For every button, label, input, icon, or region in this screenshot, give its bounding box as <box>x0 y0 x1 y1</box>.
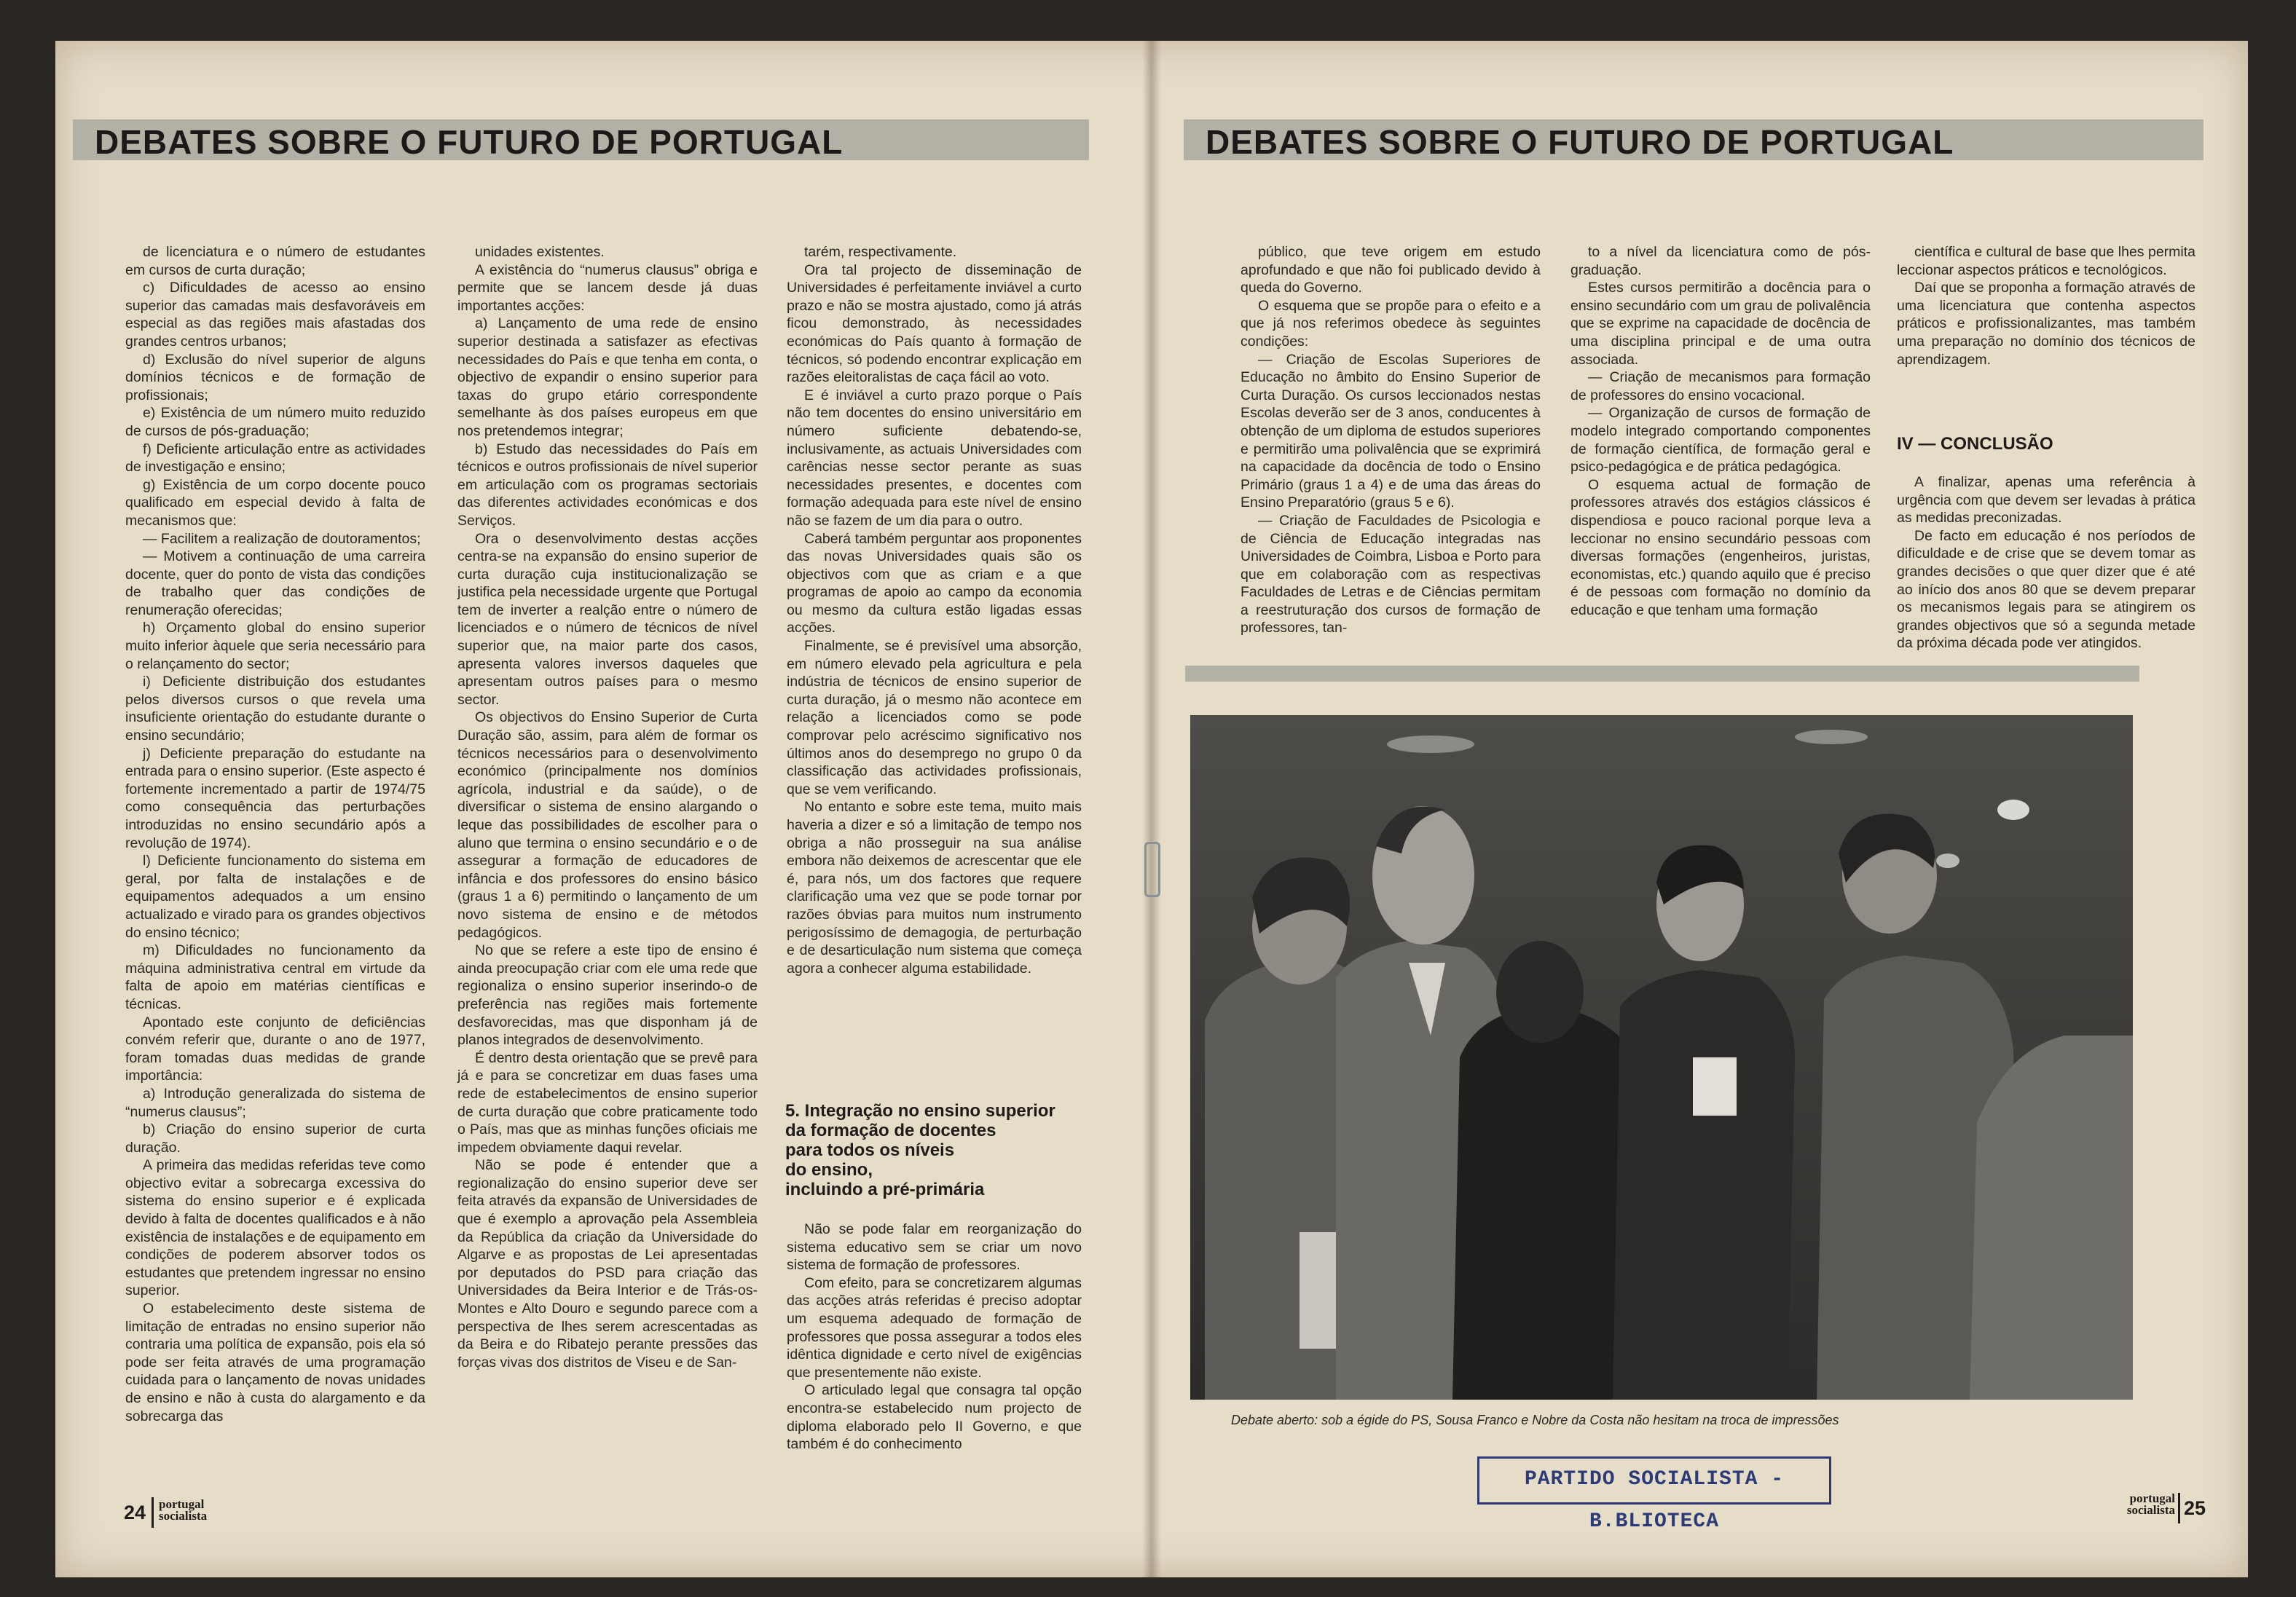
staple <box>1144 842 1160 897</box>
section-banner-title: DEBATES SOBRE O FUTURO DE PORTUGAL <box>95 123 844 161</box>
paragraph: A existência do “numerus clausus” obriga e permite que se lancem desde já duas importantes acções: <box>457 261 758 314</box>
left-col-2 <box>457 243 758 1371</box>
photo-illustration <box>1190 715 2133 1400</box>
paragraph: a) Introdução generalizada do sistema de “numerus clausus”; <box>125 1085 425 1120</box>
paragraph: Com efeito, para se concretizarem algumas das acções atrás referidas é preciso adoptar um esquema adequado de formação de professores que possa assegurar a todos eles idêntica dignidade e certo nível de exigências que presentemente não existe. <box>787 1274 1082 1381</box>
section-banner-right <box>1184 119 2203 160</box>
photo-top-rule <box>1185 666 2139 682</box>
paragraph: l) Deficiente funcionamento do sistema em geral, por falta de instalações e de equipamentos adequados a um ensino actualizado e virado para os grandes objectivos do ensino técnico; <box>125 853 425 941</box>
paragraph: O esquema que se propõe para o efeito e a que já nos referimos obedece às seguintes condições: <box>1241 297 1541 350</box>
paragraph: — Criação de Escolas Superiores de Educação no âmbito do Ensino Superior de Curta Duração. Os cursos leccionados nestas Escolas deverão ser de 3 anos, conducentes à obtenção de um diploma de estudos superiores e permitirão uma polivalência que se exprimirá na capacidade da docência de todo o Ensino Primário (graus 1 a 4) e de uma das áreas do Ensino Preparatório (graus 5 e 6). <box>1241 351 1541 511</box>
paragraph: científica e cultural de base que lhes permita leccionar aspectos práticos e tecnológicos. <box>1897 244 2195 278</box>
paragraph: público, que teve origem em estudo aprofundado e que não foi publicado devido à queda do Governo. <box>1241 244 1541 296</box>
photo-caption: Debate aberto: sob a égide do PS, Sousa Franco e Nobre da Costa não hesitam na troca de impressões <box>1231 1413 1839 1427</box>
paragraph: O esquema actual de formação de professores através dos estágios clássicos é dispendiosa e pouco racional porque leva a leccionar no ensino secundário pessoas com diversas formações (engenheiros, juristas, economistas, etc.) quando aquilo que é preciso é de pessoas com formação no domínio da educação e que tenham uma formação <box>1570 476 1871 618</box>
page-number-left: 24 <box>124 1502 146 1523</box>
paragraph: O estabelecimento deste sistema de limitação de entradas no ensino superior não contraria uma política de expansão, pois ela só pode ser feita através de uma programação cuidada para o lançamento de novas unidades de ensino e não à custa do alargamento e da sobrecarga das <box>125 1301 425 1424</box>
paragraph: unidades existentes. <box>475 244 605 260</box>
right-col-1 <box>1241 243 1541 637</box>
right-col-2 <box>1570 243 1871 619</box>
paragraph: Finalmente, se é previsível uma absorção, em número elevado pela agricultura e pela indústria de técnicos de ensino superior de curta duração, já o mesmo não acontece em relação a licenciados como se pode comprovar pelo acréscimo significativo nos últimos anos do desemprego no grupo 0 da classificação das actividades profissionais, que se vem verificando. <box>787 638 1082 797</box>
paragraph: A primeira das medidas referidas teve como objectivo evitar a sobrecarga excessiva do sistema do ensino superior e é explicada devido à falta de docentes qualificados e à não existência de instalações e de equipamento em condições de poderem absorver todos os estudantes que pretendem ingressar no ensino superior. <box>125 1157 425 1299</box>
paragraph: A finalizar, apenas uma referência à urgência com que devem ser levadas à prática as medidas preconizadas. <box>1897 474 2195 527</box>
paragraph: Ora tal projecto de disseminação de Universidades é perfeitamente inviável a curto prazo e não se mostra ajustado, como já atrás ficou demonstrado, às necessidades económicas do País quanto à formação de técnicos, só podendo encontrar explicação em razões eleitoralistas de caça fácil ao voto. <box>787 261 1082 386</box>
paragraph: De facto em educação é nos períodos de dificuldade e de crise que se devem tomar as grandes decisões o que quer dizer que é até ao início dos anos 80 que se devem preparar os mecanismos legais para se atingirem os grandes objectivos que só a segunda metade da próxima década pode ver atingidos. <box>1897 527 2195 652</box>
paragraph: — Criação de mecanismos para formação de professores do ensino vocacional. <box>1570 369 1871 403</box>
left-col-1 <box>125 243 425 1425</box>
paragraph: É dentro desta orientação que se prevê para já e para se concretizar em duas fases uma rede de estabelecimentos de ensino superior de curta duração que cobre praticamente todo o País, mas que as minhas funções oficiais me impedem obviamente daqui revelar. <box>457 1049 758 1156</box>
paragraph: i) Deficiente distribuição dos estudantes pelos diversos cursos o que revela uma insuficiente orientação do estudante durante o ensino secundário; <box>125 674 425 744</box>
page-number-right: 25 <box>2184 1497 2206 1519</box>
paragraph: — Criação de Faculdades de Psicologia e de Ciência de Educação integradas nas Universidades de Coimbra, Lisboa e Porto para que em colaboração com as respectivas Faculdades de Letras e de Ciências permitam a reestruturação dos cursos de formação de professores, tan- <box>1241 512 1541 636</box>
debate-photograph <box>1190 715 2133 1400</box>
right-col-3-bottom <box>1897 473 2195 652</box>
page-number-divider <box>152 1497 154 1528</box>
section-heading-conclusion: IV — CONCLUSÃO <box>1897 434 2053 454</box>
page-gutter <box>1142 41 1161 1577</box>
paragraph: e) Existência de um número muito reduzido de cursos de pós-graduação; <box>125 405 425 439</box>
paragraph: j) Deficiente preparação do estudante na entrada para o ensino superior. (Este aspecto é fortemente incrementado a partir de 1974/75 como consequência das perturbações introduzidas no ensino secundário após a revolução de 1974). <box>125 745 425 851</box>
paragraph: h) Orçamento global do ensino superior muito inferior àquele que seria necessário para o relançamento do sector; <box>125 620 425 672</box>
paragraph: Estes cursos permitirão a docência para o ensino secundário com um grau de polivalência que se exprime na capacidade de docência de uma disciplina principal e de uma outra associada. <box>1570 280 1871 368</box>
paragraph: m) Dificuldades no funcionamento da máquina administrativa central em virtude da falta de apoio em matérias científicas e técnicas. <box>125 942 425 1012</box>
paragraph: No que se refere a este tipo de ensino é ainda preocupação criar com ele uma rede que regionaliza o ensino superior inserindo-o de preferência nas regiões mais fortemente desfavorecidas, mas que disponham já de planos integrados de desenvolvimento. <box>457 942 758 1049</box>
paragraph: Não se pode é entender que a regionalização do ensino superior deve ser feita através da expansão de Universidades de que é exemplo a aprovação pela Assembleia da República da criação da Universidade do Algarve e as propostas de Lei apresentadas por deputados do PSD para criação das Universidades da Beira Interior e de Trás-os-Montes e Alto Douro e segundo parece com a perspectiva de lhes serem acrescentadas as da Beira e do Ribatejo perante pressões das forças vivas dos distritos de Viseu e de San- <box>457 1157 758 1371</box>
paragraph: Daí que se proponha a formação através de uma licenciatura que contenha aspectos práticos e profissionalizantes, mas também uma preparação no domínio dos técnicos de aprendizagem. <box>1897 280 2195 368</box>
paragraph: f) Deficiente articulação entre as actividades de investigação e ensino; <box>125 441 425 476</box>
paragraph: E é inviável a curto prazo porque o País não tem docentes do ensino universitário em número suficiente debatendo-se, inclusivamente, as actuais Universidades com carências nesse sector perante as suas necessidades presentes, e docentes com formação adequada para este nível de ensino não se fazem de um dia para o outro. <box>787 387 1082 529</box>
paragraph: — Organização de cursos de formação de modelo integrado comportando componentes de formação científica, de formação geral e psico-pedagógica e de prática pedagógica. <box>1570 405 1871 476</box>
paragraph: b) Criação do ensino superior de curta duração. <box>125 1121 425 1156</box>
paragraph: de licenciatura e o número de estudantes em cursos de curta duração; <box>125 244 425 278</box>
paragraph: O articulado legal que consagra tal opção encontra-se estabelecido num projecto de diploma elaborado pelo II Governo, e que também é do conhecimento <box>787 1382 1082 1453</box>
paragraph: a) Lançamento de uma rede de ensino superior destinada a satisfazer as efectivas necessidades do País e que tenha em conta, o objectivo de expandir o ensino superior para taxas do grupo etário correspondente semelhante às dos países europeus em que nos pretendemos integrar; <box>457 315 758 439</box>
magazine-logo-left <box>159 1499 207 1522</box>
section-banner-left <box>73 119 1089 160</box>
paragraph: No entanto e sobre este tema, muito mais haveria a dizer e só a limitação de tempo nos obriga a não prosseguir na sua análise embora não deixemos de acrescentar que ele é, para nós, um dos factores que requere clarificação uma vez que se pode tornar por razões óbvias para muitos num instrumento perigosíssimo de demagogia, de perturbação e de desarticulação num sistema que começa agora a conhecer alguma estabilidade. <box>787 799 1082 977</box>
logo-line: socialista <box>159 1509 208 1523</box>
paragraph: Apontado este conjunto de deficiências convém referir que, durante o ano de 1977, foram tomadas duas medidas de grande importância: <box>125 1014 425 1084</box>
paragraph: g) Existência de um corpo docente pouco qualificado em especial devido à falta de mecanismos que: <box>125 476 425 529</box>
paragraph: c) Dificuldades de acesso ao ensino superior das camadas mais desfavoráveis em especial as das regiões mais afastadas dos grandes centros urbanos; <box>125 280 425 350</box>
left-col-3-bottom <box>787 1221 1082 1454</box>
page-number-divider <box>2178 1493 2180 1523</box>
paragraph: Ora o desenvolvimento destas acções centra-se na expansão do ensino superior de curta duração cuja institucionalização se justifica pela necessidade urgente que Portugal tem de inverter a realção entre o número de licenciados e o número de técnicos de nível superior que, na maior parte dos casos, apresenta valores inversos daqueles que apresentam outros países para o mesmo sector. <box>457 530 758 708</box>
logo-line: socialista <box>2126 1503 2175 1517</box>
library-stamp: PARTIDO SOCIALISTA - B.BLIOTECA <box>1477 1456 1831 1505</box>
section-banner-title: DEBATES SOBRE O FUTURO DE PORTUGAL <box>1206 123 1954 161</box>
paragraph: Caberá também perguntar aos proponentes das novas Universidades quais são os objectivos com que as criam e a que programas de apoio ao campo da economia ou mesmo da cultura estão ligadas essas acções. <box>787 530 1082 636</box>
paragraph: tarém, respectivamente. <box>804 244 957 260</box>
paragraph: to a nível da licenciatura como de pós-graduação. <box>1570 244 1871 278</box>
magazine-logo-right <box>2095 1493 2175 1516</box>
paragraph: — Facilitem a realização de doutoramentos; <box>143 530 421 547</box>
left-col-3-top <box>787 243 1082 977</box>
right-col-3-top <box>1897 243 2195 368</box>
paragraph: b) Estudo das necessidades do País em técnicos e outros profissionais de nível superior em articulação com os programas sectoriais das diferentes actividades económicas e dos Serviços. <box>457 441 758 529</box>
section-heading-5: 5. Integração no ensino superior da formação de docentes para todos os níveis do ensino, incluindo a pré-primária <box>785 1101 1055 1199</box>
paragraph: Os objectivos do Ensino Superior de Curta Duração são, assim, para além de formar os técnicos necessários para o desenvolvimento económico (principalmente nos domínios agrícola, industrial e da saúde), o de diversificar o sistema de ensino alargando o leque das possibilidades de escolher para o aluno que termina o ensino secundário e o de assegurar a formação de educadores de infância e dos professores do ensino básico (graus 1 a 6) permitindo o lançamento de um novo sistema de ensino e de métodos pedagógicos. <box>457 709 758 941</box>
paragraph: Não se pode falar em reorganização do sistema educativo sem se criar um novo sistema de formação de professores. <box>787 1221 1082 1274</box>
paragraph: d) Exclusão do nível superior de alguns domínios técnicos e de formação de profissionais; <box>125 351 425 403</box>
logo-line: portugal <box>2129 1491 2175 1505</box>
paragraph: — Motivem a continuação de uma carreira docente, quer do ponto de vista das condições de trabalho quer das condições de renumeração oferecidas; <box>125 548 425 618</box>
logo-line: portugal <box>159 1497 205 1511</box>
